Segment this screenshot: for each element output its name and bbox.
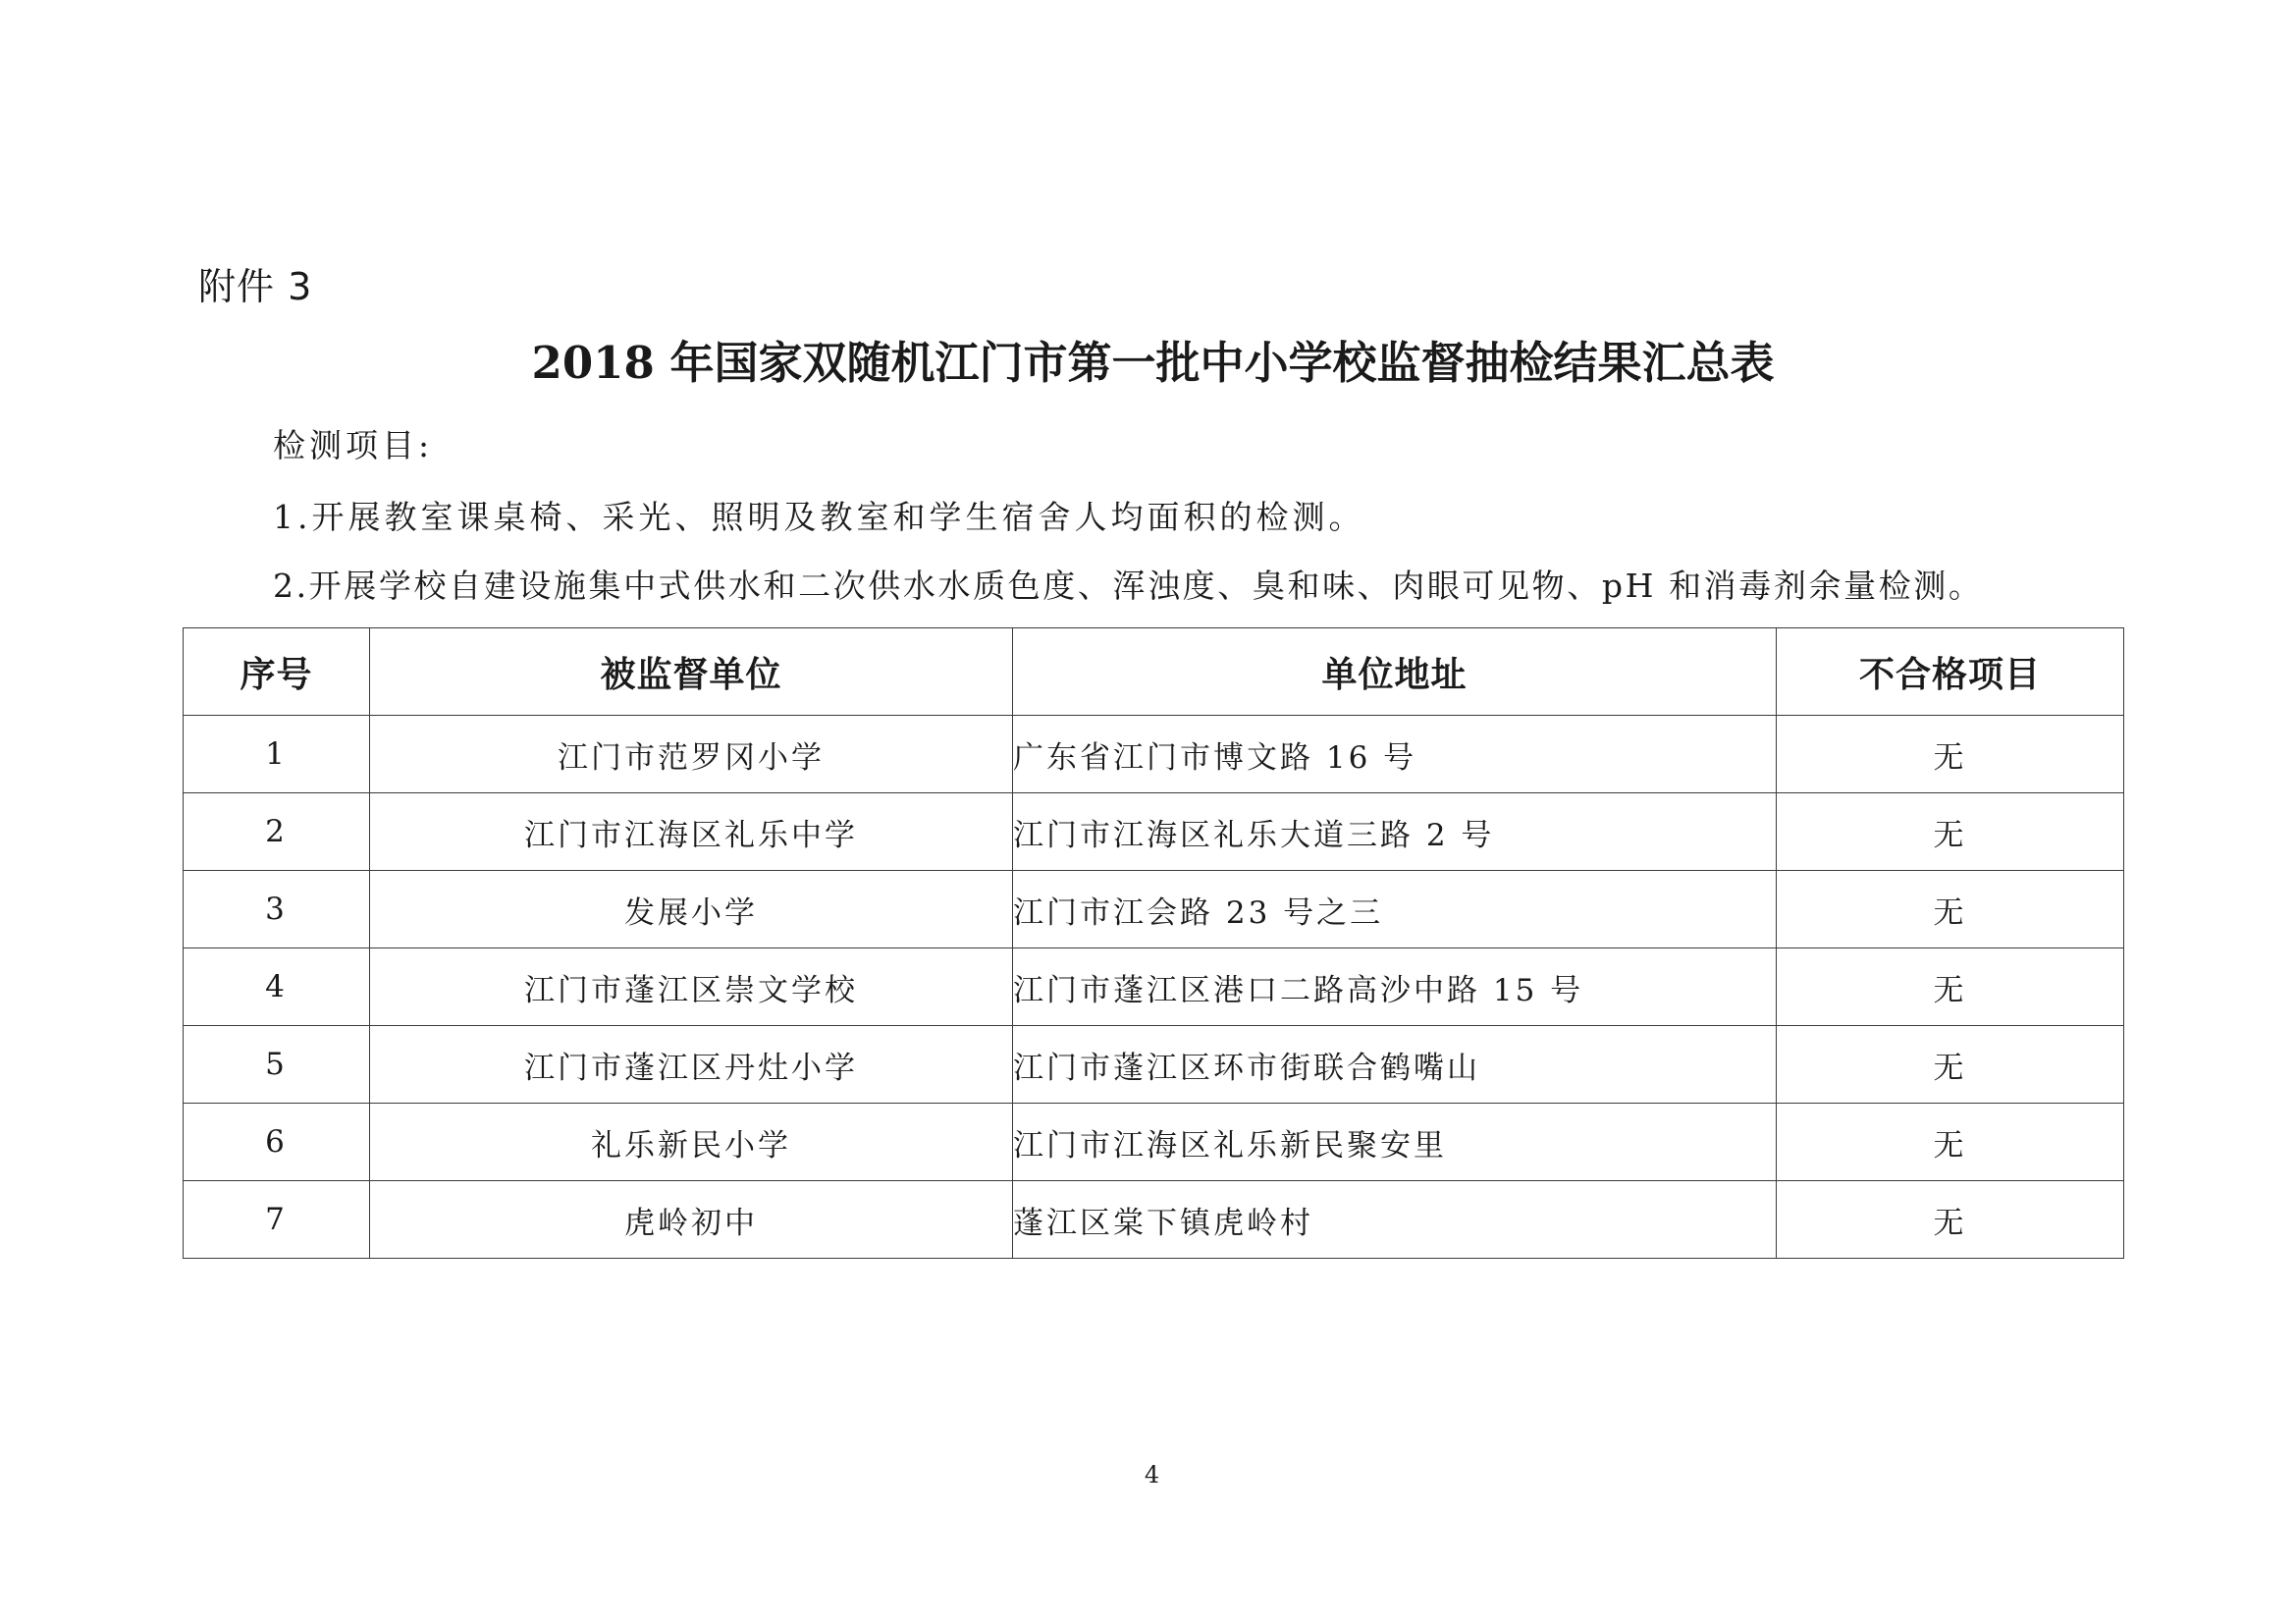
address-cell: 江门市蓬江区港口二路高沙中路 15 号 <box>1013 948 1777 1026</box>
serial-number-cell: 7 <box>184 1181 370 1259</box>
table-row <box>184 948 2124 1026</box>
inspection-items-heading: 检测项目: <box>273 426 434 464</box>
unit-name-cell: 礼乐新民小学 <box>370 1104 1013 1181</box>
unit-name-cell: 江门市蓬江区丹灶小学 <box>370 1026 1013 1104</box>
table-row <box>184 716 2124 793</box>
address-cell: 广东省江门市博文路 16 号 <box>1013 716 1777 793</box>
address-cell: 江门市江会路 23 号之三 <box>1013 871 1777 948</box>
table-row <box>184 1181 2124 1259</box>
serial-number-cell: 4 <box>184 948 370 1026</box>
table-row <box>184 1026 2124 1104</box>
document-title: 2018 年国家双随机江门市第一批中小学校监督抽检结果汇总表 <box>531 337 1775 389</box>
unit-name-cell: 江门市江海区礼乐中学 <box>370 793 1013 871</box>
inspection-item-1: 1.开展教室课桌椅、采光、照明及教室和学生宿舍人均面积的检测。 <box>273 498 1365 536</box>
page-number: 4 <box>1144 1461 1160 1489</box>
header-serial-number: 序号 <box>184 628 370 716</box>
address-cell: 蓬江区棠下镇虎岭村 <box>1013 1181 1777 1259</box>
results-table <box>183 627 2124 1259</box>
unit-name-cell: 江门市蓬江区崇文学校 <box>370 948 1013 1026</box>
inspection-item-2: 2.开展学校自建设施集中式供水和二次供水水质色度、浑浊度、臭和味、肉眼可见物、pH 和消毒剂余量检测。 <box>273 567 1984 605</box>
failed-items-cell: 无 <box>1777 1181 2124 1259</box>
table-row <box>184 793 2124 871</box>
table-row <box>184 1104 2124 1181</box>
serial-number-cell: 5 <box>184 1026 370 1104</box>
failed-items-cell: 无 <box>1777 793 2124 871</box>
failed-items-cell: 无 <box>1777 716 2124 793</box>
serial-number-cell: 1 <box>184 716 370 793</box>
failed-items-cell: 无 <box>1777 871 2124 948</box>
header-supervised-unit: 被监督单位 <box>370 628 1013 716</box>
header-unit-address: 单位地址 <box>1013 628 1777 716</box>
address-cell: 江门市江海区礼乐大道三路 2 号 <box>1013 793 1777 871</box>
table-header-row <box>184 628 2124 716</box>
serial-number-cell: 2 <box>184 793 370 871</box>
unit-name-cell: 江门市范罗冈小学 <box>370 716 1013 793</box>
failed-items-cell: 无 <box>1777 948 2124 1026</box>
failed-items-cell: 无 <box>1777 1026 2124 1104</box>
serial-number-cell: 3 <box>184 871 370 948</box>
address-cell: 江门市蓬江区环市街联合鹤嘴山 <box>1013 1026 1777 1104</box>
serial-number-cell: 6 <box>184 1104 370 1181</box>
failed-items-cell: 无 <box>1777 1104 2124 1181</box>
unit-name-cell: 发展小学 <box>370 871 1013 948</box>
address-cell: 江门市江海区礼乐新民聚安里 <box>1013 1104 1777 1181</box>
attachment-label: 附件 3 <box>198 265 313 308</box>
unit-name-cell: 虎岭初中 <box>370 1181 1013 1259</box>
table-row <box>184 871 2124 948</box>
header-failed-items: 不合格项目 <box>1777 628 2124 716</box>
